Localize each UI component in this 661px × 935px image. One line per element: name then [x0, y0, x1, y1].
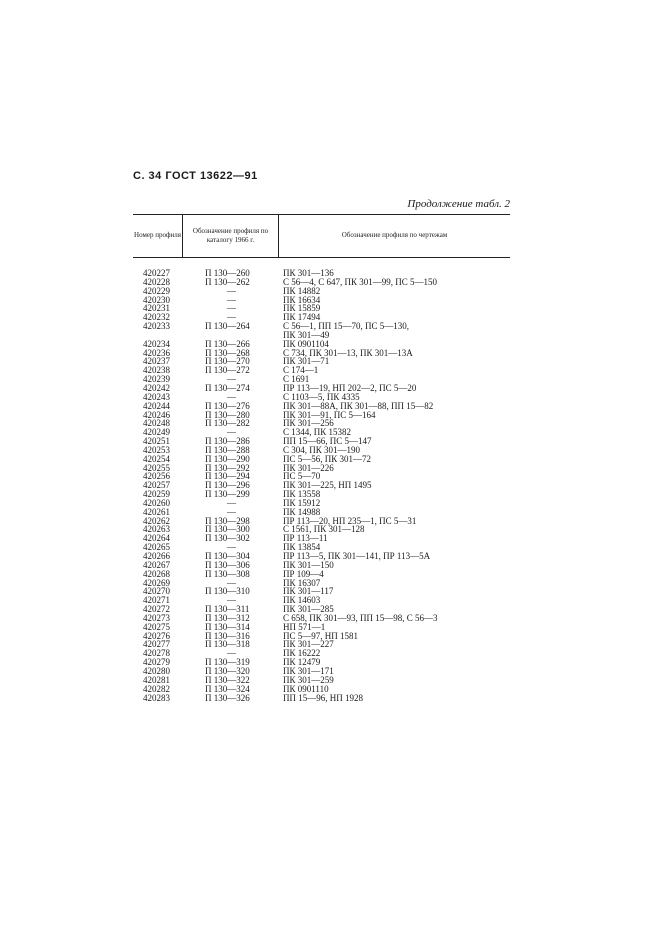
profile-number: 420253 [143, 444, 170, 455]
catalog-designation: — [227, 374, 236, 385]
profile-number: 420256 [143, 471, 170, 482]
catalog-designation: П 130—299 [205, 489, 250, 500]
drawing-designation: ПК 0901104 [283, 338, 329, 349]
drawing-designation: С 1344, ПК 15382 [283, 427, 352, 438]
catalog-designation: П 130—282 [205, 418, 250, 429]
drawing-designation: ПК 16634 [283, 294, 321, 305]
profile-number: 420260 [143, 497, 170, 508]
profile-number: 420242 [143, 382, 170, 393]
header-bottom-rule [133, 257, 510, 258]
profile-number: 420276 [143, 630, 170, 641]
table-row [133, 694, 510, 703]
catalog-designation: — [227, 506, 236, 517]
profile-number: 420249 [143, 427, 170, 438]
catalog-designation: П 130—306 [205, 559, 250, 570]
catalog-designation: П 130—320 [205, 665, 250, 676]
catalog-designation: П 130—298 [205, 515, 250, 526]
drawing-designation: ПК 301—171 [283, 665, 334, 676]
table-row [133, 587, 510, 596]
table-row [133, 570, 510, 579]
profile-number: 420257 [143, 480, 170, 491]
catalog-designation: — [227, 648, 236, 659]
profile-number: 420271 [143, 595, 170, 606]
drawing-designation: ПП 15—96, НП 1928 [283, 692, 363, 703]
catalog-designation: П 130—314 [205, 621, 250, 632]
drawing-designation: ПС 5—97, НП 1581 [283, 630, 359, 641]
table-row [133, 304, 510, 313]
table-row [133, 287, 510, 296]
profile-number: 420266 [143, 551, 170, 561]
profile-number: 420280 [143, 665, 170, 676]
profile-number: 420232 [143, 312, 170, 323]
catalog-designation: П 130—292 [205, 462, 250, 473]
profile-number: 420272 [143, 604, 170, 615]
profile-number: 420282 [143, 683, 170, 694]
profile-number: 420279 [143, 657, 170, 668]
catalog-designation: — [227, 294, 236, 305]
profile-number: 420233 [143, 321, 170, 332]
drawing-designation: С 56—1, ПП 15—70, ПС 5—130, [283, 321, 410, 332]
catalog-designation: — [227, 285, 236, 296]
header-catalog-designation: Обозначение профиля по каталогу 1966 г. [192, 226, 269, 244]
drawing-designation: ПК 301—117 [283, 586, 334, 597]
profile-number: 420246 [143, 409, 170, 420]
profile-number: 420254 [143, 453, 170, 464]
profile-number: 420278 [143, 648, 170, 659]
drawing-designation: ПР 113—20, НП 235—1, ПС 5—31 [283, 515, 417, 526]
profile-number: 420227 [143, 268, 170, 278]
drawing-designation: С 658, ПК 301—93, ПП 15—98, С 56—3 [283, 612, 438, 623]
table-row [133, 296, 510, 305]
drawing-designation: С 734, ПК 301—13, ПК 301—13А [283, 347, 413, 358]
profile-table [133, 214, 510, 739]
profile-number: 420264 [143, 533, 170, 544]
catalog-designation: П 130—316 [205, 630, 250, 641]
profile-number: 420244 [143, 400, 170, 411]
catalog-designation: П 130—268 [205, 347, 250, 358]
drawing-designation: ПК 16222 [283, 648, 321, 659]
drawing-designation: ПК 301—227 [283, 639, 334, 650]
profile-number: 420255 [143, 462, 170, 473]
drawing-designation: С 1103—5, ПК 4335 [283, 391, 360, 402]
drawing-designation: ПК 13558 [283, 489, 321, 500]
drawing-designation: С 174—1 [283, 365, 319, 376]
profile-number: 420229 [143, 285, 170, 296]
drawing-designation: ПК 301—150 [283, 559, 334, 570]
profile-number: 420265 [143, 542, 170, 553]
profile-number: 420239 [143, 374, 170, 385]
profile-number: 420263 [143, 524, 170, 535]
catalog-designation: П 130—300 [205, 524, 250, 535]
catalog-designation: П 130—322 [205, 674, 250, 685]
drawing-designation: ПК 15912 [283, 497, 321, 508]
drawing-designation: С 1561, ПК 301—128 [283, 524, 365, 535]
catalog-designation: — [227, 391, 236, 402]
table-row [133, 640, 510, 649]
profile-number: 420270 [143, 586, 170, 597]
drawing-designation: С 56—4, С 647, ПК 301—99, ПС 5—150 [283, 276, 438, 287]
catalog-designation: П 130—286 [205, 436, 250, 447]
catalog-designation: П 130—319 [205, 657, 250, 668]
profile-number: 420269 [143, 577, 170, 588]
drawing-designation: ПК 301—88А, ПК 301—88, ПП 15—82 [283, 400, 434, 411]
drawing-designation: ПС 5—56, ПК 301—72 [283, 453, 372, 464]
profile-number: 420261 [143, 506, 170, 517]
catalog-designation: П 130—304 [205, 551, 250, 561]
catalog-designation: П 130—270 [205, 356, 250, 367]
catalog-designation: — [227, 542, 236, 553]
table-row [133, 490, 510, 499]
drawing-designation: ПК 12479 [283, 657, 321, 668]
drawing-designation: ПП 15—66, ПС 5—147 [283, 436, 372, 447]
catalog-designation: П 130—274 [205, 382, 250, 393]
drawing-designation: ПК 301—49 [283, 329, 330, 340]
catalog-designation: П 130—264 [205, 321, 250, 332]
drawing-designation: ПК 301—259 [283, 674, 334, 685]
catalog-designation: П 130—310 [205, 586, 250, 597]
profile-number: 420243 [143, 391, 170, 402]
catalog-designation: — [227, 427, 236, 438]
catalog-designation: П 130—311 [205, 604, 250, 615]
table-row [133, 464, 510, 473]
drawing-designation: ПК 14603 [283, 595, 321, 606]
profile-number: 420236 [143, 347, 170, 358]
catalog-designation: П 130—302 [205, 533, 250, 544]
drawing-designation: ПК 301—256 [283, 418, 334, 429]
catalog-designation: — [227, 577, 236, 588]
catalog-designation: П 130—272 [205, 365, 250, 376]
profile-number: 420234 [143, 338, 170, 349]
catalog-designation: П 130—280 [205, 409, 250, 420]
table-row [133, 499, 510, 508]
catalog-designation: П 130—308 [205, 568, 250, 579]
drawing-designation: ПК 301—71 [283, 356, 330, 367]
drawing-designation: ПС 5—70 [283, 471, 321, 482]
drawing-designation: ПР 113—19, НП 202—2, ПС 5—20 [283, 382, 417, 393]
profile-number: 420259 [143, 489, 170, 500]
profile-number: 420237 [143, 356, 170, 367]
profile-number: 420281 [143, 674, 170, 685]
drawing-designation: ПР 109—4 [283, 568, 324, 579]
catalog-designation: — [227, 595, 236, 606]
table-row [133, 649, 510, 658]
profile-number: 420273 [143, 612, 170, 623]
catalog-designation: — [227, 303, 236, 314]
table-row [133, 534, 510, 543]
profile-number: 420248 [143, 418, 170, 429]
catalog-designation: П 130—260 [205, 268, 250, 278]
drawing-designation: ПК 16307 [283, 577, 321, 588]
catalog-designation: П 130—318 [205, 639, 250, 650]
profile-number: 420277 [143, 639, 170, 650]
page-header: С. 34 ГОСТ 13622—91 [133, 170, 258, 182]
table-row [133, 357, 510, 366]
profile-number: 420228 [143, 276, 170, 287]
drawing-designation: ПК 301—225, НП 1495 [283, 480, 372, 491]
profile-number: 420238 [143, 365, 170, 376]
profile-number: 420230 [143, 294, 170, 305]
catalog-designation: П 130—266 [205, 338, 250, 349]
drawing-designation: С 304, ПК 301—190 [283, 444, 361, 455]
header-drawing-designation: Обозначение профиля по чертежам [341, 231, 448, 239]
drawing-designation: ПК 15859 [283, 303, 321, 314]
drawing-designation: ПР 113—5, ПК 301—141, ПР 113—5А [283, 551, 431, 561]
catalog-designation: П 130—276 [205, 400, 250, 411]
profile-number: 420268 [143, 568, 170, 579]
profile-number: 420251 [143, 436, 170, 447]
catalog-designation: П 130—324 [205, 683, 250, 694]
profile-number: 420283 [143, 692, 170, 703]
drawing-designation: ПК 14988 [283, 506, 321, 517]
catalog-designation: П 130—290 [205, 453, 250, 464]
table-body [133, 269, 510, 702]
drawing-designation: ПК 301—226 [283, 462, 334, 473]
drawing-designation: ПК 14882 [283, 285, 321, 296]
catalog-designation: П 130—288 [205, 444, 250, 455]
profile-number: 420275 [143, 621, 170, 632]
drawing-designation: ПК 17494 [283, 312, 321, 323]
drawing-designation: ПК 13854 [283, 542, 321, 553]
catalog-designation: — [227, 312, 236, 323]
catalog-designation: П 130—294 [205, 471, 250, 482]
profile-number: 420262 [143, 515, 170, 526]
table-continuation-label: Продолжение табл. 2 [407, 198, 510, 210]
drawing-designation: НП 571—1 [283, 621, 326, 632]
profile-number: 420231 [143, 303, 170, 314]
drawing-designation: ПК 301—91, ПС 5—164 [283, 409, 376, 420]
header-profile-number: Номер профиля [134, 231, 181, 239]
drawing-designation: ПР 113—11 [283, 533, 328, 544]
catalog-designation: П 130—262 [205, 276, 250, 287]
catalog-designation: — [227, 497, 236, 508]
drawing-designation: ПК 301—136 [283, 268, 334, 278]
table-row [133, 481, 510, 490]
table-row [133, 366, 510, 375]
catalog-designation: П 130—312 [205, 612, 250, 623]
drawing-designation: С 1691 [283, 374, 310, 385]
drawing-designation: ПК 0901110 [283, 683, 329, 694]
table-row [133, 278, 510, 287]
catalog-designation: П 130—326 [205, 692, 250, 703]
profile-number: 420267 [143, 559, 170, 570]
catalog-designation: П 130—296 [205, 480, 250, 491]
drawing-designation: ПК 301—285 [283, 604, 334, 615]
